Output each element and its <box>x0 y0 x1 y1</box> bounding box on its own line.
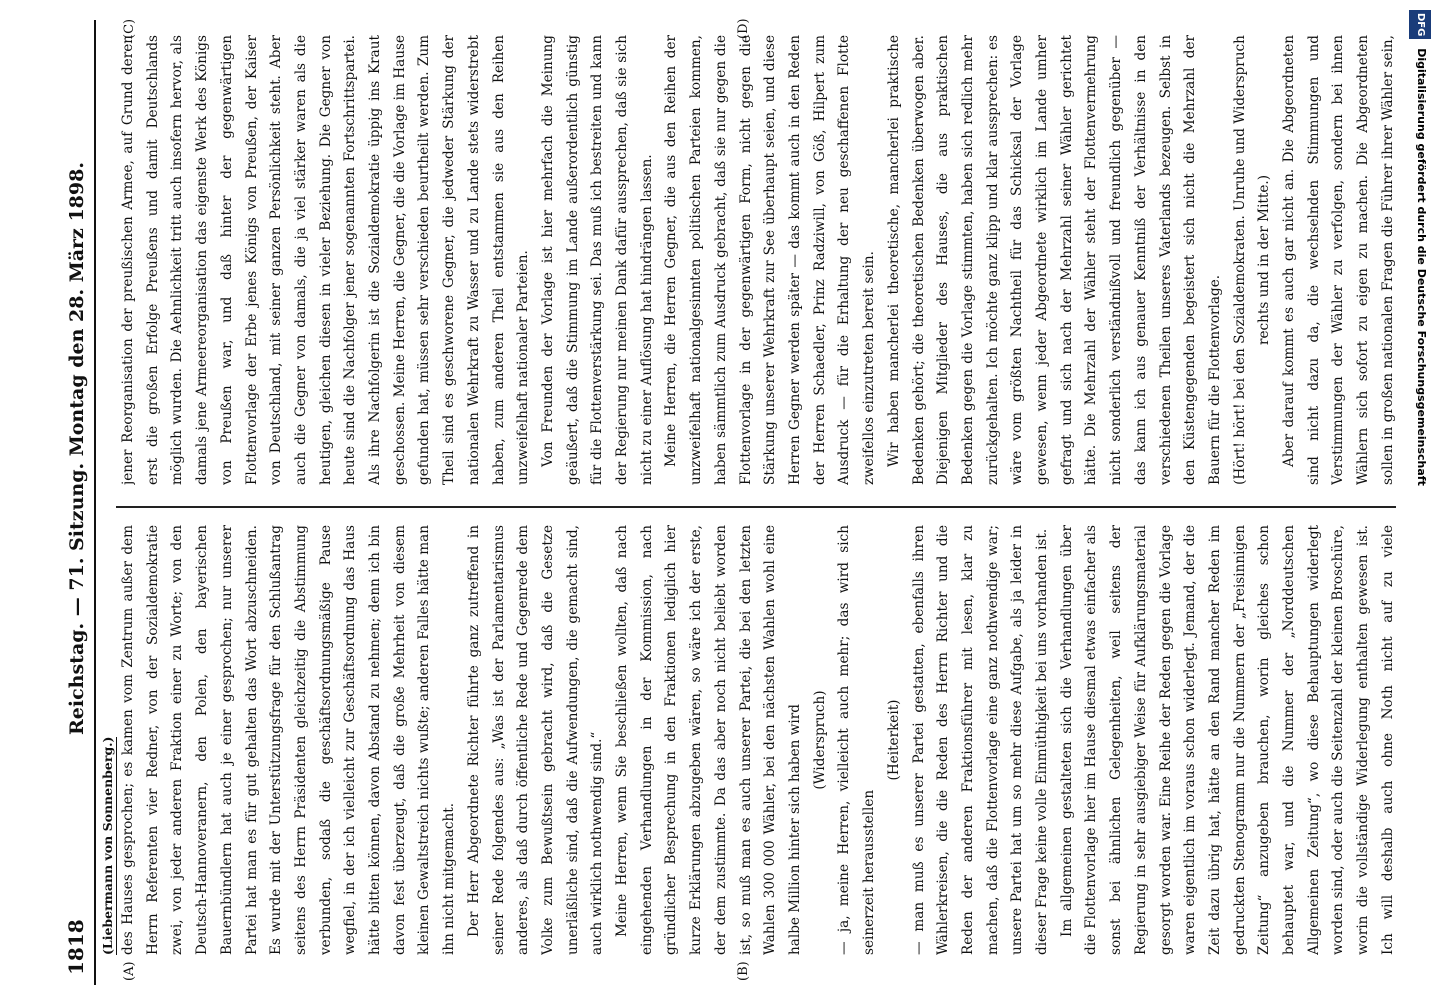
paragraph: Von Freunden der Vorlage ist hier mehrfach die Meinung geäußert, daß die Stimmung im Lande außerordentlich günstig für die Flottenverstärkung sei. Das muß ich bestreiten und kann der Regierung nur meinen Dank dafür aussprechen, daß sie sich nicht zu einer Auflösung hat hindrängen lassen. <box>539 35 655 485</box>
right-column <box>116 35 1396 485</box>
dfg-side-note <box>1410 10 1432 970</box>
paragraph: — ja, meine Herren, vielleicht auch mehr; das wird sich seinerzeit herausstellen <box>836 525 878 955</box>
dfg-credit-text: Digitalisierung gefördert durch die Deutsche Forschungsgemeinschaft <box>1415 48 1428 486</box>
running-head: Reichstag. — 71. Sitzung. Montag den 28. März 1898. <box>66 162 88 735</box>
paragraph: Im allgemeinen gestalteten sich die Verhandlungen über die Flottenvorlage hier im Hause diesmal etwas einfacher als sonst bei ähnlichen Gelegenheiten, weil seitens der Regierung in sehr ausgiebiger Weise für Aufklärungsmaterial gesorgt worden war. Eine Reihe der Reden gegen die Vorlage waren eigentlich im voraus schon widerlegt. Jemand, der die Zeit dazu übrig hat, hätte an den Rand mancher Reden im gedruckten Stenogramm nur die Nummern der „Freisinnigen Zeitung“ anzugeben brauchen, worin gleiches schon behauptet war, und die Nummer der „Norddeutschen Allgemeinen Zeitung“, wo diese Behauptungen widerlegt worden sind, oder auch die Seitenzahl der kleinen Broschüre, worin die vollständige Widerlegung enthalten gewesen ist. Ich will deshalb auch ohne Noth nicht auf zu viele <box>1058 525 1396 955</box>
column-divider <box>116 507 1396 509</box>
text-columns <box>116 20 1396 985</box>
paragraph: — man muß es unserer Partei gestatten, ebenfalls ihren Wählerkreisen, die die Reden des Herrn Richter und die Reden der anderen Fraktionsführer mit lesen, klar zu machen, daß die Flottenvorlage eine ganz nothwendige war; unsere Partei hat um so mehr diese Aufgabe, als ja leider in dieser Frage keine volle Einmüthigkeit bei uns vorhanden ist. <box>910 525 1051 955</box>
paragraph: Meine Herren, wenn Sie beschließen wollten, daß nach eingehenden Verhandlungen in der Kommission, nach gründlicher Besprechung in den Fraktionen lediglich hier kurze Erklärungen abzugeben wären, so wäre ich der erste, der dem zustimmte. Da das aber noch nicht beliebt worden ist, so muß man es auch unserer Partei, die bei den letzten Wahlen 300 000 Wähler, bei den nächsten Wahlen wohl eine halbe Million hinter sich haben wird <box>614 525 803 955</box>
paragraph: Meine Herren, die Herren Gegner, die aus den Reihen der unzweifelhaft nationalgesinnten politischen Parteien kommen, haben sämmtlich zum Ausdruck gebracht, daß sie nur gegen die Flottenvorlage in der gegenwärtigen Form, nicht gegen die Stärkung unserer Wehrkraft zur See überhaupt seien, und diese Herren Gegner werden später — das kommt auch in den Reden der Herren Schaedler, Prinz Radziwill, von Göß, Hilpert zum Ausdruck — für die Erhaltung der neu geschaffenen Flotte zweifellos einzutreten bereit sein. <box>663 35 878 485</box>
speaker-line: (Liebermann von Sonnenberg.) <box>100 736 115 955</box>
margin-mark-d: (D) <box>736 18 751 39</box>
dfg-logo: DFG <box>1409 10 1431 39</box>
paragraph: des Hauses gesprochen; es kamen vom Zentrum außer dem Herrn Referenten vier Redner, von der Sozialdemokratie zwei, von jeder anderen Fraktion einer zu Worte; von den Deutsch-Hannoveranern, den Polen, den bayerischen Bauernbündlern hat auch je einer gesprochen; nur unserer Partei hat man es für gut gehalten das Wort abzuschneiden. Es wurde mit der Unterstützungsfrage für den Schlußantrag seitens des Herrn Präsidenten gleichzeitig die Abstimmung verbunden, sodaß die geschäftsordnungsmäßige Pause wegfiel, in der ich vielleicht zur Geschäftsordnung das Haus hätte bitten können, davon Abstand zu nehmen; denn ich bin davon fest überzeugt, daß die große Mehrheit von diesem kleinen Gewaltstreich nichts wußte; anderen Falles hätte man ihn nicht mitgemacht. <box>120 525 458 955</box>
paragraph: jener Reorganisation der preußischen Armee, auf Grund deren erst die großen Erfolge Preußens und damit Deutschlands möglich wurden. Die Aehnlichkeit tritt auch insofern hervor, als damals jene Armeereorganisation das eigenste Werk des Königs von Preußen war, und daß hinter der gegenwärtigen Flottenvorlage der Erbe jenes Königs von Preußen, der Kaiser von Deutschland, mit seiner ganzen Persönlichkeit steht. Aber auch die Gegner von damals, die ja viel stärker waren als die heutigen, gleichen diesen in vieler Beziehung. Die Gegner von heute sind die Nachfolger jener sogenannten Fortschrittspartei. Als ihre Nachfolgerin ist die Sozialdemokratie üppig ins Kraut geschossen. Meine Herren, die Gegner, die die Vorlage im Hause gefunden hat, müssen sehr verschieden beurtheilt werden. Zum Theil sind es geschworene Gegner, die jedweder Stärkung der nationalen Wehrkraft zu Wasser und zu Lande stets widerstrebt haben, zum anderen Theil entstammen sie aus den Reihen unzweifelhaft nationaler Parteien. <box>120 35 532 485</box>
interjection: (Widerspruch) <box>811 690 828 790</box>
margin-mark-a: (A) <box>122 961 137 981</box>
interjection: (Heiterkeit) <box>885 699 902 781</box>
page-header <box>60 20 96 985</box>
margin-mark-c: (C) <box>122 18 137 39</box>
interjection: (Hört! hört! bei den Sozialdemokraten. Unruhe und Widerspruch rechts und in der Mitte.) <box>1231 35 1273 485</box>
margin-mark-b: (B) <box>736 961 751 981</box>
paragraph: Der Herr Abgeordnete Richter führte ganz zutreffend in seiner Rede folgendes aus: „Was ist der Parlamentarismus anderes, als daß durch öffentliche Rede und Gegenrede dem Volke zum Bewußtsein gebracht wird, daß die Gesetze unerläßliche sind, daß die Aufwendungen, die gemacht sind, auch wirklich nothwendig sind.“ <box>465 525 606 955</box>
paragraph: Wir haben mancherlei theoretische, mancherlei praktische Bedenken gehört; die theoretischen Bedenken überwogen aber. Diejenigen Mitglieder des Hauses, die aus praktischen Bedenken gegen die Vorlage stimmten, haben sich redlich mehr zurückgehalten. Ich möchte ganz klipp und klar aussprechen: es wäre vom größten Nachtheil für das Schicksal der Vorlage gewesen, wenn jeder Abgeordnete wirklich im Lande umher gefragt und sich nach der Mehrzahl seiner Wähler gerichtet hätte. Die Mehrzahl der Wähler steht der Flottenvermehrung nicht sonderlich verständnißvoll und freundlich gegenüber — das kann ich aus genauer Kenntniß der Verhältnisse in den verschiedenen Theilen unseres Vaterlands bezeugen. Selbst in den Küstengegenden begeistert sich nicht die Mehrzahl der Bauern für die Flottenvorlage. <box>885 35 1223 485</box>
page-number: 1818 <box>64 919 88 975</box>
paragraph: Aber darauf kommt es auch gar nicht an. Die Abgeordneten sind nicht dazu da, die wechselnden Stimmungen und Verstimmungen der Wähler zu verfolgen, sondern bei ihnen Wählern sich sofort zu eigen zu machen. Die Abgeordneten sollen in großen nationalen Fragen die Führer ihrer Wähler sein, <box>1281 35 1396 485</box>
left-column <box>116 525 1396 955</box>
rotated-page <box>60 20 1400 985</box>
